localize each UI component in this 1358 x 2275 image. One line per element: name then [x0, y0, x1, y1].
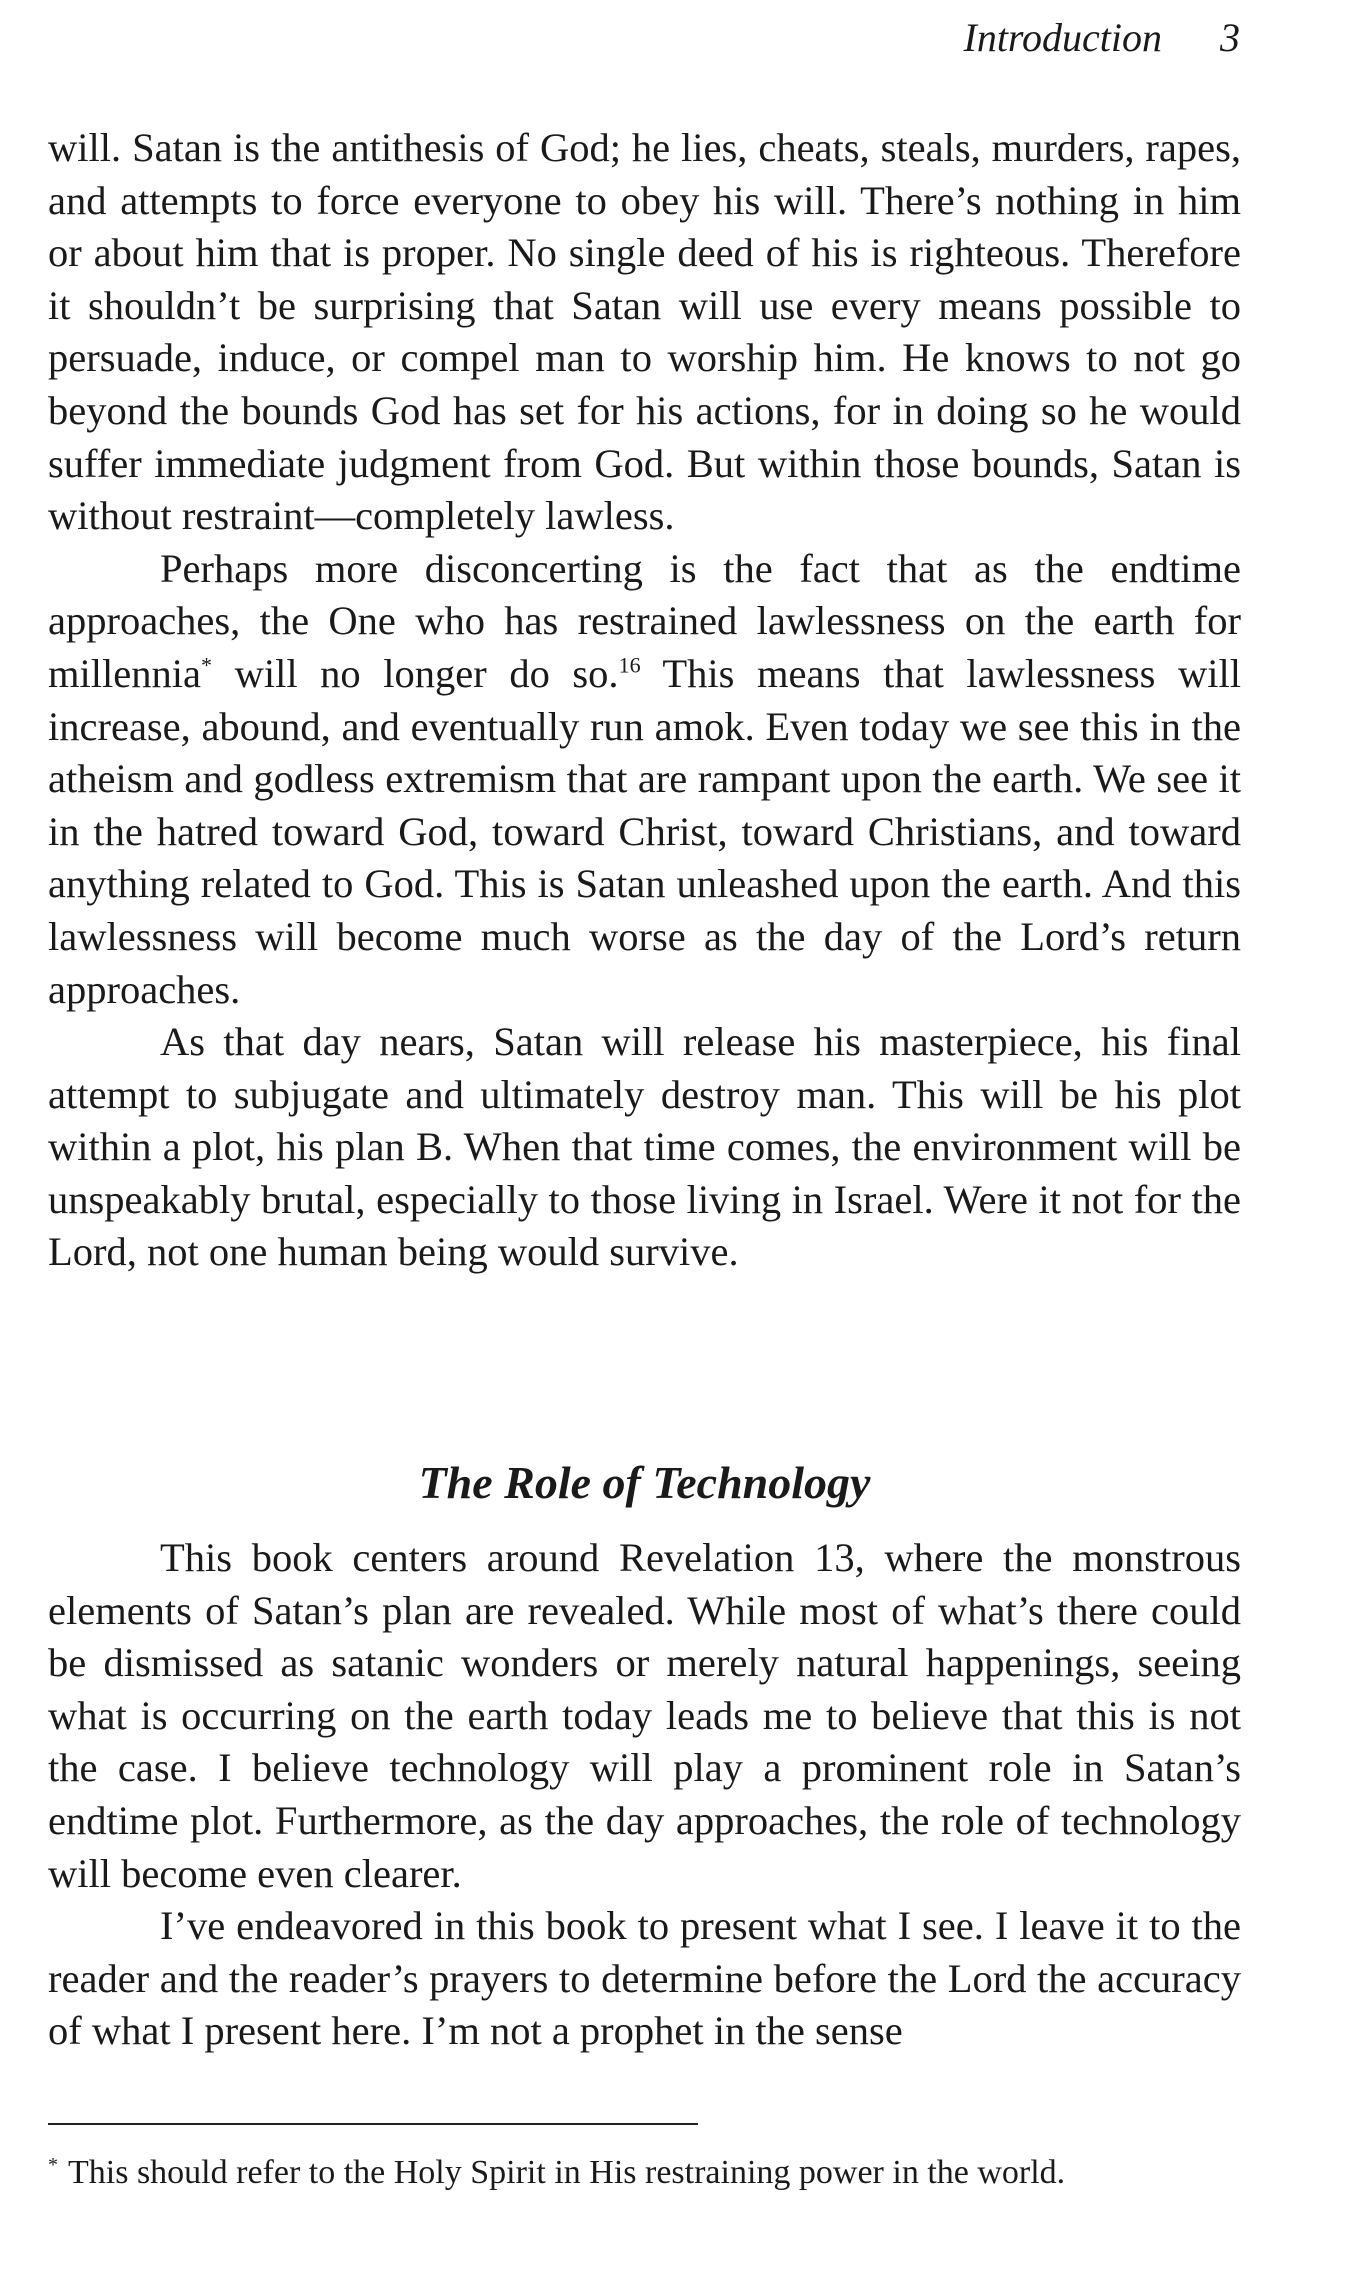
- footnote-text: This should refer to the Holy Spirit in His restraining power in the world.: [68, 2154, 1066, 2191]
- section-paragraph-1: This book centers around Revelation 13, where the monstrous elements of Satan’s plan are revealed. While most of what’s there could be dismissed as satanic wonders or merely natural happenings, seeing what is occurring on the earth today leads me to believe that this is not the case. I believe technology will play a prominent role in Satan’s endtime plot. Furthermore, as the day approaches, the role of technology will become even clearer.: [48, 1535, 1241, 1896]
- paragraph-2: [48, 543, 1241, 1016]
- paragraph-2-text-middle: will no longer do so.: [211, 650, 619, 696]
- section-body-text: [48, 1532, 1241, 2058]
- paragraph-1: will. Satan is the antithesis of God; he lies, cheats, steals, murders, rapes, and attempts to force everyone to obey his will. There’s nothing in him or about him that is proper. No single deed of his is righteous. Therefore it shouldn’t be surprising that Satan will use every means possible to persuade, induce, or compel man to worship him. He knows to not go beyond the bounds God has set for his actions, for in doing so he would suffer immediate judgment from God. But within those bounds, Satan is without restraint—completely lawless.: [48, 125, 1241, 539]
- paragraph-3: As that day nears, Satan will release his masterpiece, his final attempt to subjugate and ultimately destroy man. This will be his plot within a plot, his plan B. When that time comes, the environment will be unspeakably brutal, especially to those living in Israel. Were it not for the Lord, not one human being would survive.: [48, 1019, 1241, 1275]
- section-paragraph-2: I’ve endeavored in this book to present what I see. I leave it to the reader and the reader’s prayers to determine before the Lord the accuracy of what I present here. I’m not a prophet in the sense: [48, 1903, 1241, 2054]
- body-text: [48, 122, 1241, 1279]
- footnote-mark: *: [48, 2153, 58, 2176]
- footnote: [48, 2152, 1241, 2195]
- paragraph-2-text-end: This means that lawlessness will increase, abound, and eventually run amok. Even today we see this in the atheism and godless extremism that are rampant upon the earth. We see it in the hatred toward God, toward Christ, toward Christians, and toward anything related to God. This is Satan unleashed upon the earth. And this lawlessness will become much worse as the day of the Lord’s return approaches.: [48, 650, 1241, 1012]
- endnote-reference: 16: [618, 652, 641, 678]
- footnote-divider: [48, 2123, 698, 2125]
- footnote-marker: *: [200, 652, 212, 678]
- chapter-title: Introduction: [963, 15, 1162, 60]
- section-heading: The Role of Technology: [418, 1457, 871, 1508]
- page-number: 3: [1220, 15, 1240, 60]
- paragraph-2-text-start: Perhaps more disconcerting is the fact that as the endtime approaches, the One who has restrained lawlessness on the earth for millennia: [48, 545, 1241, 696]
- running-header: [964, 14, 1241, 62]
